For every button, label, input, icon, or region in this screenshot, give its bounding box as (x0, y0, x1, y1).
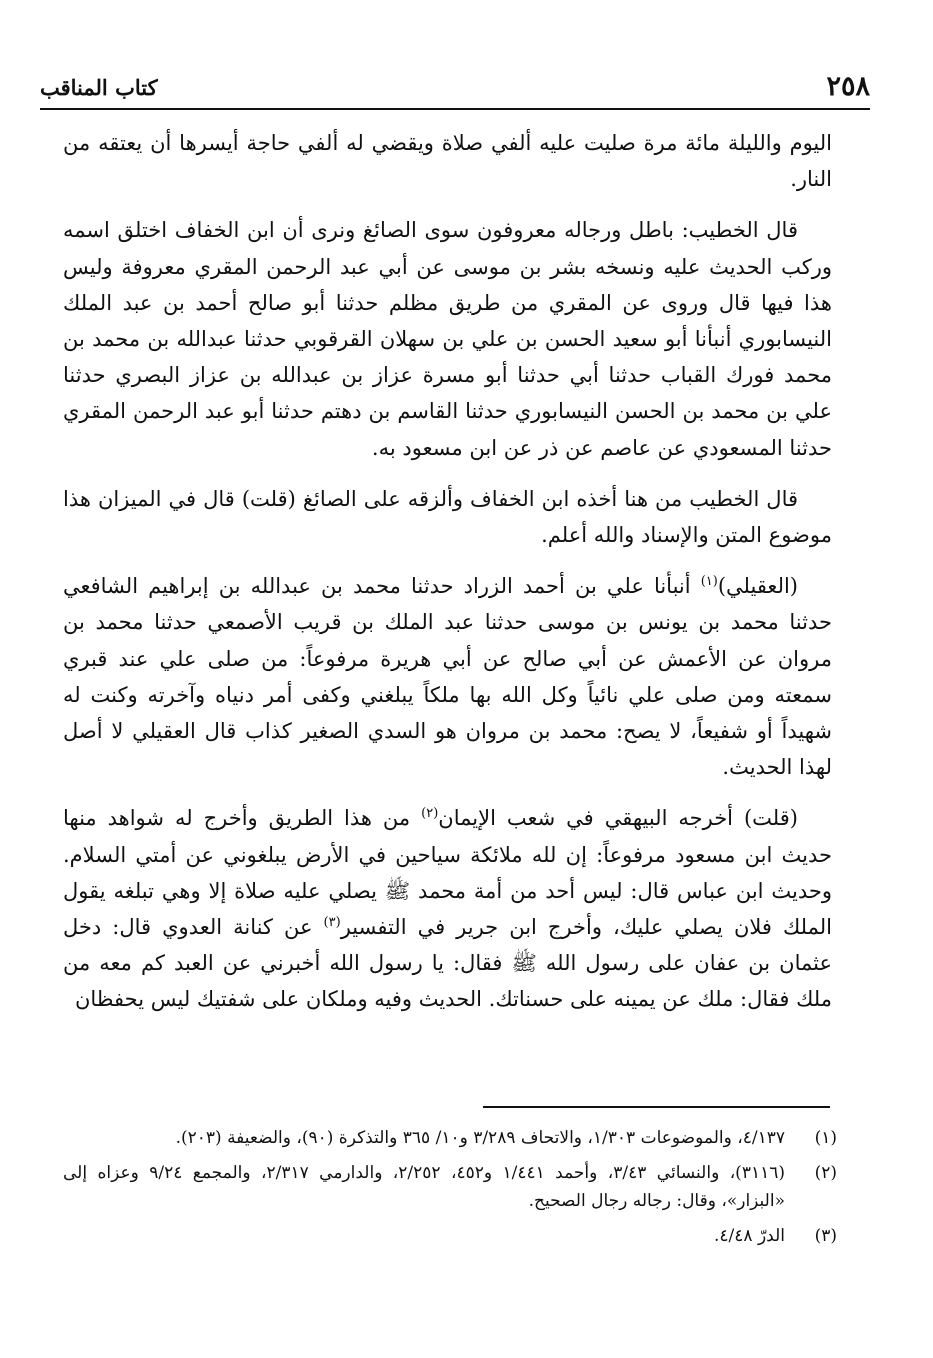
footnote-text: (٣١١٦)، والنسائي ٣/٤٣، وأحمد ١/٤٤١ و٤٥٢، ٢/٢٥٢، والدارمي ٢/٣١٧، والمجمع ٩/٢٤ وعزاه إلى «البزار»، وقال: رجاله رجال الصحيح. (63, 1163, 785, 1211)
paragraph-4-text: أنبأنا علي بن أحمد الزراد حدثنا محمد بن عبدالله بن إبراهيم الشافعي حدثنا محمد بن يونس بن موسى حدثنا عبد الملك بن قريب الأصمعي حدثنا محمد بن مروان عن الأعمش عن أبي صالح عن أبي هريرة مرفوعاً: من صلى علي عند قبري سمعته ومن صلى علي نائياً وكل الله بها ملكاً يبلغني وكفى أمر دنياه وآخرته وكنت له شهيداً أو شفيعاً، لا يصح: محمد بن مروان هو السدي الصغير كذاب قال العقيلي لا أصل لهذا الحديث. (63, 574, 833, 780)
header-rule (40, 108, 870, 110)
running-title: كتاب المناقب (40, 75, 158, 100)
footnote-rule (483, 1106, 830, 1108)
main-text (63, 125, 832, 1018)
paragraph-1: اليوم والليلة مائة مرة صليت عليه ألفي صلاة ويقضي له ألفي حاجة أيسرها أن يعتقه من النار. (63, 131, 832, 192)
footnote-number: (٣) (814, 1226, 837, 1246)
paragraph-5-text-c: عن كنانة العدوي قال: دخل عثمان بن عفان على رسول الله ﷺ فقال: يا رسول الله أخبرني عن العبد كم معه من ملك فقال: ملك عن يمينه على حسناتك. الحديث وفيه وملكان على شفتيك ليس يحفظان (63, 915, 832, 1012)
footnote-ref-2: (٢) (421, 806, 439, 822)
paragraph-2: قال الخطيب: باطل ورجاله معروفون سوى الصائغ ونرى أن ابن الخفاف اختلق اسمه وركب الحديث عليه ونسخه بشر بن موسى عن أبي عبد الرحمن المقري معروفة وليس هذا فيها قال وروى عن المقري من طريق مظلم حدثنا أبو صالح أحمد بن عبد الملك النيسابوري أنبأنا أبو سعيد الحسن بن علي بن سهلان القرقوبي حدثنا عبدالله بن محمد بن محمد فورك القباب حدثنا أبي حدثنا أبو مسرة عزاز بن عبدالله بن عزاز البصري حدثنا علي بن محمد بن الحسن النيسابوري حدثنا القاسم بن دهتم حدثنا أبو عبد الرحمن المقري حدثنا المسعودي عن عاصم عن ذر عن ابن مسعود به. (63, 218, 832, 460)
footnote-3 (63, 1222, 837, 1250)
paragraph-5-text-a: (قلت) أخرجه البيهقي في شعب الإيمان (438, 806, 798, 831)
footnote-text: ٤/١٣٧، والموضوعات ١/٣٠٣، والاتحاف ٣/٢٨٩ و١٠/ ٣٦٥ والتذكرة (٩٠)، والضعيفة (٢٠٣). (175, 1128, 785, 1148)
footnote-2 (63, 1159, 837, 1215)
paragraph-5 (63, 800, 832, 1017)
footnote-ref-1: (١) (700, 574, 718, 590)
paragraph-3: قال الخطيب من هنا أخذه ابن الخفاف وألزقه على الصائغ (قلت) قال في الميزان هذا موضوع المتن والإسناد والله أعلم. (63, 486, 832, 548)
footnote-number: (١) (814, 1128, 837, 1148)
page-number: ٢٥٨ (826, 71, 870, 102)
footnote-ref-3: (٣) (323, 915, 341, 931)
footnote-1 (63, 1124, 837, 1152)
page-header (40, 72, 870, 106)
paragraph-4-source: (العقيلي) (717, 574, 798, 599)
paragraph-5-text-b: من هذا الطريق وأخرج له شواهد منها حديث ابن مسعود مرفوعاً: إن لله ملائكة سياحين في الأرض يبلغوني عن أمتي السلام. وحديث ابن عباس قال: ليس أحد من أمة محمد ﷺ يصلي عليه صلاة إلا وهي تبلغه يقول الملك فلان يصلي عليك، وأخرج ابن جرير في التفسير (63, 806, 833, 940)
footnote-number: (٢) (814, 1163, 837, 1183)
footnote-text: الدرّ ٤/٤٨. (714, 1226, 785, 1246)
paragraph-4 (63, 568, 832, 785)
footnotes (63, 1124, 837, 1257)
